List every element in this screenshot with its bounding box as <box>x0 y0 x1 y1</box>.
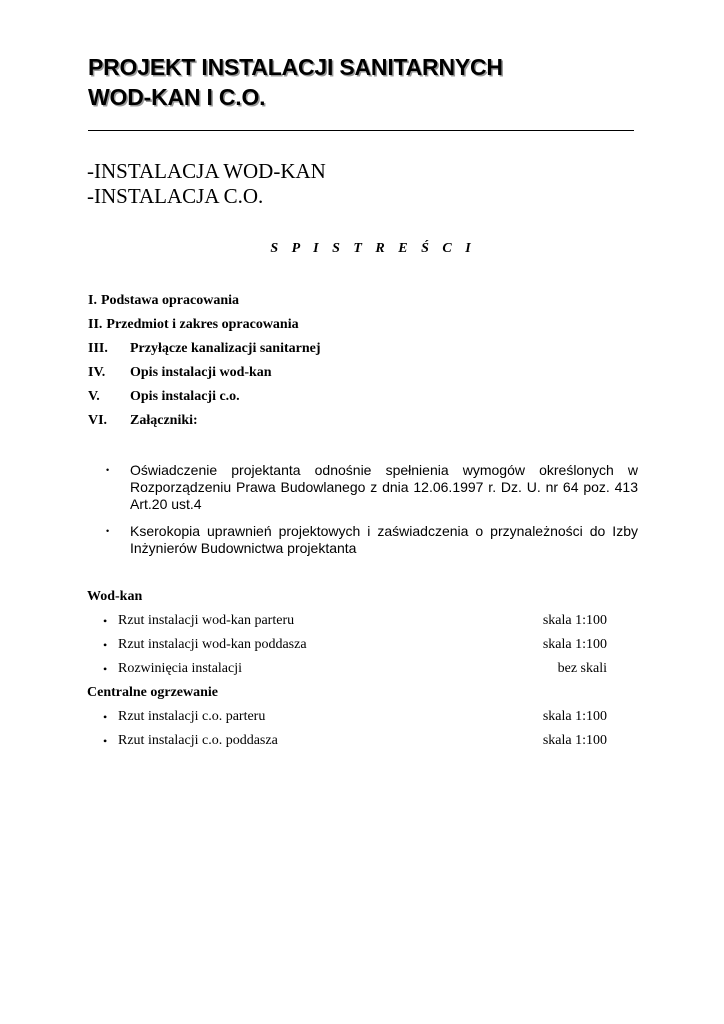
toc-item-label: Opis instalacji wod-kan <box>130 365 272 380</box>
bullet-icon: • <box>103 662 108 676</box>
toc-item-label: Opis instalacji c.o. <box>130 389 240 404</box>
bullet-icon: • <box>103 638 108 652</box>
toc-item-label: Przyłącze kanalizacji sanitarnej <box>130 341 321 356</box>
title-line-2: WOD-KAN I C.O. <box>88 84 266 110</box>
toc-item <box>88 364 638 388</box>
list-item <box>106 523 638 557</box>
title-line-1: PROJEKT INSTALACJI SANITARNYCH <box>88 54 503 80</box>
toc-item-number: I. <box>88 293 97 308</box>
drawing-name: Rozwinięcia instalacji <box>118 661 243 676</box>
toc-item <box>88 412 638 436</box>
drawing-row <box>87 658 607 682</box>
drawings-list <box>87 586 607 754</box>
toc-item-label: Przedmiot i zakres opracowania <box>106 317 299 332</box>
drawing-scale: skala 1:100 <box>542 613 607 628</box>
title-divider <box>88 130 634 131</box>
toc-item <box>88 292 638 316</box>
drawing-row <box>87 706 607 730</box>
attachment-text: Kserokopia uprawnień projektowych i zaświadczenia o przynależności do Izby Inżynierów Budownictwa projektanta <box>130 523 638 556</box>
toc-heading: S P I S T R E Ś C I <box>270 241 476 256</box>
toc-item-label: Podstawa opracowania <box>100 293 240 308</box>
subtitle-wodkan: -INSTALACJA WOD-KAN <box>87 159 326 183</box>
toc-item-number: III. <box>88 341 108 356</box>
toc-item-number: VI. <box>88 413 108 428</box>
list-item <box>106 462 638 513</box>
toc-item <box>88 316 638 340</box>
drawing-name: Rzut instalacji c.o. parteru <box>118 709 266 724</box>
attachment-text: Oświadczenie projektanta odnośnie spełnienia wymogów określonych w Rozporządzeniu Prawa Budowlanego z dnia 12.06.1997 r. Dz. U. nr 64 poz. 413 Art.20 ust.4 <box>130 462 638 512</box>
drawing-row <box>87 730 607 754</box>
bullet-icon: • <box>103 710 108 724</box>
toc-item <box>88 340 638 364</box>
subtitle-block <box>87 159 326 209</box>
toc-item-number: II. <box>88 317 103 332</box>
bullet-icon: • <box>103 614 108 628</box>
subtitle-co: -INSTALACJA C.O. <box>87 184 264 208</box>
drawing-name: Rzut instalacji c.o. poddasza <box>118 733 278 748</box>
document-title <box>88 52 648 112</box>
drawing-scale: skala 1:100 <box>542 733 607 748</box>
section-title-co: Centralne ogrzewanie <box>87 685 219 700</box>
toc-item-label: Załączniki: <box>130 413 198 428</box>
table-of-contents <box>88 292 638 436</box>
drawing-name: Rzut instalacji wod-kan parteru <box>118 613 295 628</box>
drawing-scale: bez skali <box>557 661 607 676</box>
attachments-list <box>106 462 638 567</box>
section-title-wodkan: Wod-kan <box>87 589 143 604</box>
toc-item <box>88 388 638 412</box>
drawing-row <box>87 634 607 658</box>
drawing-name: Rzut instalacji wod-kan poddasza <box>118 637 307 652</box>
toc-item-number: V. <box>88 389 100 404</box>
bullet-icon: • <box>106 526 110 536</box>
bullet-icon: • <box>103 734 108 748</box>
drawing-scale: skala 1:100 <box>542 637 607 652</box>
drawing-scale: skala 1:100 <box>542 709 607 724</box>
toc-item-number: IV. <box>88 365 106 380</box>
drawing-row <box>87 610 607 634</box>
bullet-icon: • <box>106 465 110 475</box>
